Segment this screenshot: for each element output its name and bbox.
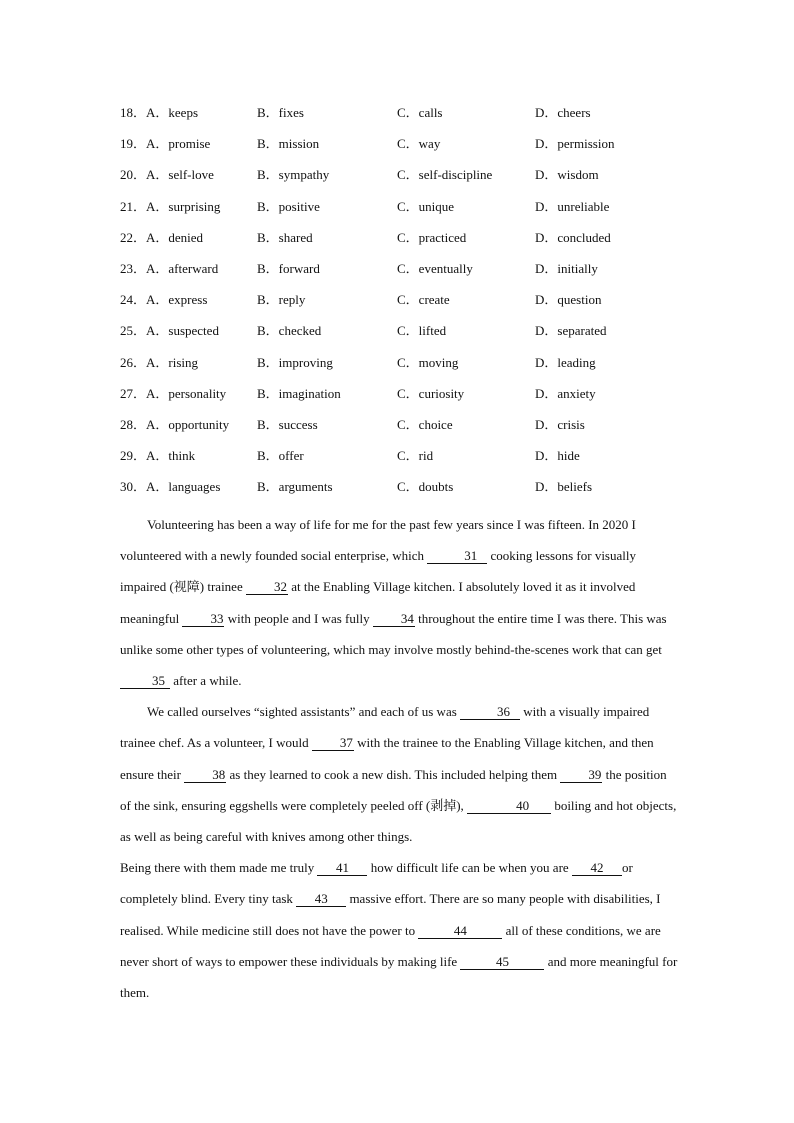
blank-31: 31 [427, 548, 487, 564]
option-a: A．languages [146, 479, 221, 495]
question-23 [120, 260, 680, 291]
question-number-28 [120, 416, 229, 434]
option-c: C．lifted [397, 323, 447, 339]
question-27 [120, 385, 680, 416]
option-c: C．choice [397, 416, 453, 432]
number: 20． [120, 167, 147, 183]
number: 22． [120, 229, 147, 245]
question-18 [120, 104, 680, 135]
option-d: D．separated [535, 323, 607, 339]
number: 21． [120, 198, 147, 214]
question-number-18 [120, 104, 198, 122]
paragraph-3 [120, 852, 680, 1008]
blank-32: 32 [246, 579, 288, 595]
option-a: A．promise [146, 136, 211, 152]
option-c: C．practiced [397, 229, 467, 245]
option-a: A．opportunity [146, 416, 230, 432]
paragraph-2 [120, 696, 680, 852]
question-22 [120, 229, 680, 260]
option-c: C．moving [397, 354, 459, 370]
option-d: D．permission [535, 136, 615, 152]
option-c: C．calls [397, 105, 443, 120]
text: and more meaningful for them. [120, 953, 678, 1001]
option-d: D．crisis [535, 416, 585, 432]
question-28 [120, 416, 680, 447]
question-19 [120, 135, 680, 166]
blank-42: 42 [572, 860, 622, 876]
option-b: B．success [257, 416, 318, 432]
blank-41: 41 [317, 860, 367, 876]
question-number-29 [120, 447, 195, 465]
option-d: D．initially [535, 260, 598, 276]
option-b: B．mission [257, 136, 320, 152]
text: at the Enabling Village kitchen. I absolutely loved it as it involved meaningful [120, 579, 636, 626]
blank-40: 40 [467, 798, 551, 814]
option-d: D．concluded [535, 229, 611, 245]
blank-36: 36 [460, 704, 520, 720]
text: after a while. [170, 673, 242, 689]
paragraph-1 [120, 509, 680, 696]
question-number-21 [120, 198, 220, 216]
number: 19． [120, 136, 147, 152]
blank-33: 33 [182, 611, 224, 627]
blank-37: 37 [312, 735, 354, 751]
text: with a visually impaired trainee chef. As a volunteer, I would [120, 704, 650, 751]
blank-45: 45 [460, 954, 544, 970]
option-b: B．imagination [257, 385, 341, 401]
text: massive effort. There are so many people with disabilities, I realised. While medicine still does not have the power to [120, 891, 661, 938]
text: Volunteering has been a way of life for me for the past few years since I was fifteen. In 2020 I volunteered with a newly founded social enterprise, which [120, 517, 636, 564]
text: cooking lessons for visually impaired (视障) trainee [120, 548, 636, 595]
question-number-23 [120, 260, 218, 278]
question-24 [120, 291, 680, 322]
option-d: D．question [535, 292, 602, 308]
option-a: A．denied [146, 229, 204, 245]
option-a: A．suspected [146, 323, 219, 339]
option-a: A．keeps [146, 105, 199, 120]
cloze-passage [120, 509, 680, 1008]
number: 30． [120, 479, 147, 495]
blank-38: 38 [184, 767, 226, 783]
option-b: B．fixes [257, 105, 304, 120]
question-number-26 [120, 354, 198, 372]
option-b: B．shared [257, 229, 313, 245]
question-25 [120, 322, 680, 353]
option-c: C．create [397, 292, 450, 308]
option-c: C．rid [397, 448, 434, 464]
text: throughout the entire time I was there. This was unlike some other types of volunteering, which may involve mostly behind-the-scenes work that can get [120, 610, 667, 657]
option-a: A．think [146, 448, 196, 464]
option-a: A．afterward [146, 260, 219, 276]
option-d: D．wisdom [535, 167, 599, 183]
option-d: D．beliefs [535, 479, 593, 495]
question-number-22 [120, 229, 203, 247]
question-number-27 [120, 385, 226, 403]
option-c: C．doubts [397, 479, 454, 495]
text: or completely blind. Every tiny task [120, 860, 633, 907]
blank-43: 43 [296, 891, 346, 907]
text: how difficult life can be when you are [367, 860, 572, 876]
option-c: C．eventually [397, 260, 473, 276]
number: 26． [120, 354, 147, 370]
option-a: A．rising [146, 354, 199, 370]
question-number-19 [120, 135, 210, 153]
blank-35: 35 [120, 673, 170, 689]
question-number-30 [120, 478, 220, 496]
option-b: B．offer [257, 448, 304, 464]
number: 25． [120, 323, 147, 339]
text: with the trainee to the Enabling Village kitchen, and then ensure their [120, 735, 654, 782]
option-b: B．positive [257, 198, 320, 214]
number: 18． [120, 105, 147, 120]
question-30 [120, 478, 680, 509]
question-number-25 [120, 322, 219, 340]
text: with people and I was fully [224, 610, 373, 626]
option-b: B．improving [257, 354, 333, 370]
option-a: A．surprising [146, 198, 221, 214]
option-b: B．forward [257, 260, 320, 276]
option-c: C．self-discipline [397, 167, 493, 183]
option-a: A．personality [146, 385, 227, 401]
question-29 [120, 447, 680, 478]
text: boiling and hot objects, as well as being careful with knives among other things. [120, 797, 677, 845]
option-b: B．arguments [257, 479, 333, 495]
blank-34: 34 [373, 611, 415, 627]
option-b: B．reply [257, 292, 306, 308]
question-26 [120, 354, 680, 385]
question-21 [120, 198, 680, 229]
answer-options [120, 104, 680, 509]
text: the position of the sink, ensuring eggshells were completely peeled off (剥掉), [120, 766, 667, 813]
question-number-20 [120, 166, 214, 184]
option-d: D．hide [535, 448, 580, 464]
number: 27． [120, 385, 147, 401]
number: 28． [120, 416, 147, 432]
text: Being there with them made me truly [120, 860, 318, 876]
blank-39: 39 [560, 767, 602, 783]
text: all of these conditions, we are never short of ways to empower these individuals by making life [120, 922, 661, 969]
option-b: B．sympathy [257, 167, 330, 183]
text: We called ourselves “sighted assistants” and each of us was [147, 704, 461, 720]
text: as they learned to cook a new dish. This included helping them [226, 766, 561, 782]
number: 29． [120, 448, 147, 464]
option-b: B．checked [257, 323, 322, 339]
option-a: A．self-love [146, 167, 214, 183]
option-d: D．cheers [535, 105, 591, 120]
number: 24． [120, 292, 147, 308]
number: 23． [120, 260, 147, 276]
blank-44: 44 [418, 923, 502, 939]
option-c: C．way [397, 136, 441, 152]
question-number-24 [120, 291, 207, 309]
option-a: A．express [146, 292, 208, 308]
question-20 [120, 166, 680, 197]
option-d: D．anxiety [535, 385, 596, 401]
option-c: C．curiosity [397, 385, 465, 401]
option-d: D．unreliable [535, 198, 610, 214]
option-c: C．unique [397, 198, 455, 214]
option-d: D．leading [535, 354, 596, 370]
